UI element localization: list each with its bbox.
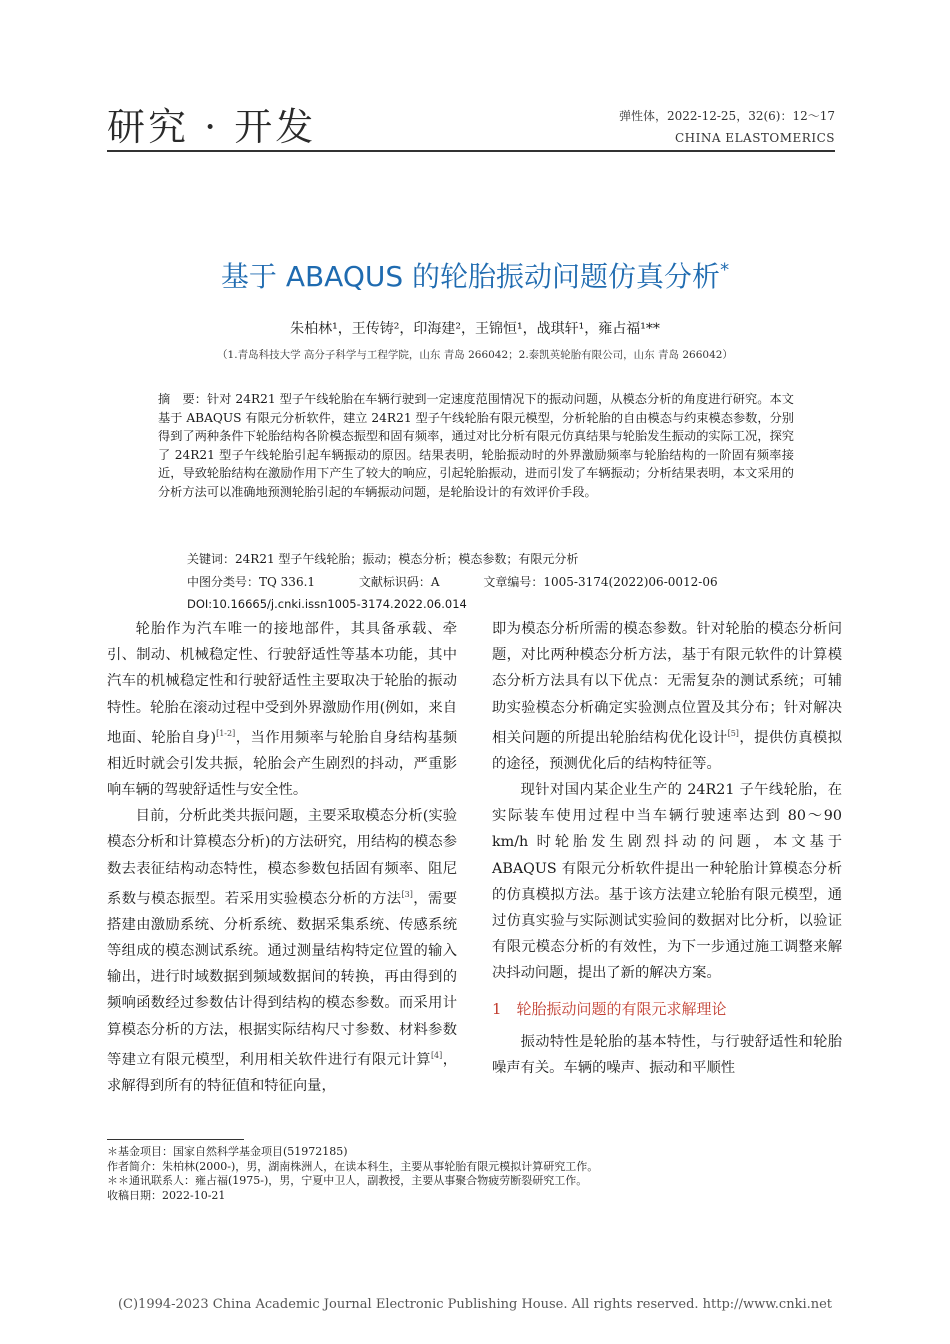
footnote-corresponding: ＊＊通讯联系人：雍占福(1975-)，男，宁夏中卫人，副教授，主要从事聚合物疲劳断裂研究工作。 — [107, 1174, 588, 1187]
title-footnote-mark: * — [720, 259, 730, 281]
paper-title-text: 基于 ABAQUS 的轮胎振动问题仿真分析 — [220, 260, 721, 293]
copyright-notice: (C)1994-2023 China Academic Journal Electronic Publishing House. All rights reserved. http://www.cnki.net — [117, 1297, 833, 1312]
paragraph: 现针对国内某企业生产的 24R21 子午线轮胎，在实际装车使用过程中当车辆行驶速率达到 80～90 km/h 时轮胎发生剧烈抖动的问题，本文基于 ABAQUS 有限元分析软件提出一种轮胎计算模态分析的仿真模拟方法。基于该方法建立轮胎有限元模型，通过仿真实验与实际测试实验间的数据对比分析，以验证有限元模态分析的有效性，为下一步通过施工调整来解决抖动问题，提出了新的解决方案。 — [492, 781, 842, 982]
paragraph-text: 即为模态分析所需的模态参数。针对轮胎的模态分析问题，对比两种模态分析方法，基于有限元软件的计算模态分析方法具有以下优点：无需复杂的测试系统；可辅助实验模态分析确定实验测点位置及其分布；针对解决相关问题的所提出轮胎结构优化设计 — [492, 621, 842, 746]
article-number-label: 文章编号： — [483, 575, 544, 589]
journal-name: CHINA ELASTOMERICS — [674, 131, 835, 145]
paragraph: 振动特性是轮胎的基本特性，与行驶舒适性和轮胎噪声有关。车辆的噪声、振动和平顺性 — [492, 1033, 842, 1077]
header-rule — [107, 150, 835, 152]
body-column-right — [492, 616, 842, 1081]
keywords — [187, 550, 578, 567]
keywords-label: 关键词： — [187, 552, 236, 566]
clc-label: 中图分类号： — [187, 575, 260, 589]
footnote-author: 作者简介：朱柏林(2000-)，男，湖南株洲人，在读本科生，主要从事轮胎有限元模拟计算研究工作。 — [107, 1159, 599, 1173]
paragraph-text: ，求解得到所有的特征值和特征向量， — [107, 1051, 458, 1094]
paragraph — [107, 803, 457, 1099]
abstract — [158, 390, 794, 502]
paragraph-text: ，当作用频率与轮胎自身结构基频相近时就会引发共振，轮胎会产生剧烈的抖动，严重影响车辆的驾驶舒适性与安全性。 — [107, 729, 458, 798]
journal-citation: 弹性体，2022-12-25，32(6)：12～17 — [619, 109, 835, 123]
affiliations: （1.青岛科技大学 高分子科学与工程学院，山东 青岛 266042；2.泰凯英轮胎有限公司，山东 青岛 266042） — [217, 349, 733, 361]
citation-ref: [1-2] — [216, 728, 236, 738]
paragraph-text: ，需要搭建由激励系统、分析系统、数据采集系统、传感系统等组成的模态测试系统。通过测量结构特定位置的输入输出，进行时域数据到频域数据间的转换，再由得到的频响函数经过参数估计得到结构的模态参数。而采用计算模态分析的方法，根据实际结构尺寸参数、材料参数等建立有限元模型，利用相关软件进行有限元计算 — [107, 890, 458, 1068]
footnote-received: 收稿日期：2022-10-21 — [107, 1188, 226, 1202]
abstract-label: 摘 要： — [158, 392, 207, 406]
citation-ref: [5] — [727, 728, 739, 738]
paper-title — [0, 255, 950, 295]
section-heading: 1 轮胎振动问题的有限元求解理论 — [492, 999, 727, 1018]
paragraph-text: ，提供仿真模拟的途径，预测优化后的结构特征等。 — [492, 729, 843, 772]
footnotes — [107, 1145, 598, 1203]
keywords-text: 24R21 型子午线轮胎；振动；模态分析；模态参数；有限元分析 — [235, 552, 579, 566]
footnote-fund: ＊基金项目：国家自然科学基金项目(51972185) — [107, 1145, 348, 1158]
doc-code-value: A — [430, 575, 440, 589]
footnote-rule — [107, 1139, 244, 1140]
clc-value: TQ 336.1 — [259, 575, 316, 589]
classification-line — [187, 573, 718, 590]
author-list: 朱柏林¹，王传铸²，印海建²，王锦恒¹，战琪轩¹，雍占福¹** — [290, 321, 660, 337]
paragraph-text: 轮胎作为汽车唯一的接地部件，其具备承载、牵引、制动、机械稳定性、行驶舒适性等基本功能，其中汽车的机械稳定性和行驶舒适性主要取决于轮胎的振动特性。轮胎在滚动过程中受到外界激励作用(例如，来自地面、轮胎自身) — [107, 621, 457, 746]
citation-ref: [4] — [430, 1050, 443, 1060]
body-column-left — [107, 616, 457, 1099]
section-title: 研究 · 开发 — [107, 105, 317, 149]
abstract-text: 针对 24R21 型子午线轮胎在车辆行驶到一定速度范围情况下的振动问题，从模态分析的角度进行研究。本文基于 ABAQUS 有限元分析软件，建立 24R21 型子午线轮胎有限元模型，分析轮胎的自由模态与约束模态参数，分别得到了两种条件下轮胎结构各阶模态振型和固有频率，通过对比分析有限元仿真结果与轮胎发生振动的实际工况，探究了 24R21 型子午线轮胎引起车辆振动的原因。结果表明，轮胎振动时的外界激励频率与轮胎结构的一阶固有频率接近，导致轮胎结构在激励作用下产生了较大的响应，引起轮胎振动，进而引发了车辆振动；分析结果表明，本文采用的分析方法可以准确地预测轮胎引起的车辆振动问题，是轮胎设计的有效评价手段。 — [158, 392, 794, 499]
doi: DOI:10.16665/j.cnki.issn1005-3174.2022.06.014 — [187, 597, 467, 611]
paragraph — [492, 616, 842, 777]
paragraph — [107, 616, 457, 803]
doc-code-label: 文献标识码： — [358, 575, 431, 589]
paragraph-text: 目前，分析此类共振问题，主要采取模态分析(实验模态分析和计算模态分析)的方法研究，用结构的模态参数去表征结构动态特性，模态参数包括固有频率、阻尼系数与模态振型。若采用实验模态分析的方法 — [107, 808, 457, 907]
citation-ref: [3] — [401, 889, 413, 899]
article-number-value: 1005-3174(2022)06-0012-06 — [543, 575, 718, 589]
